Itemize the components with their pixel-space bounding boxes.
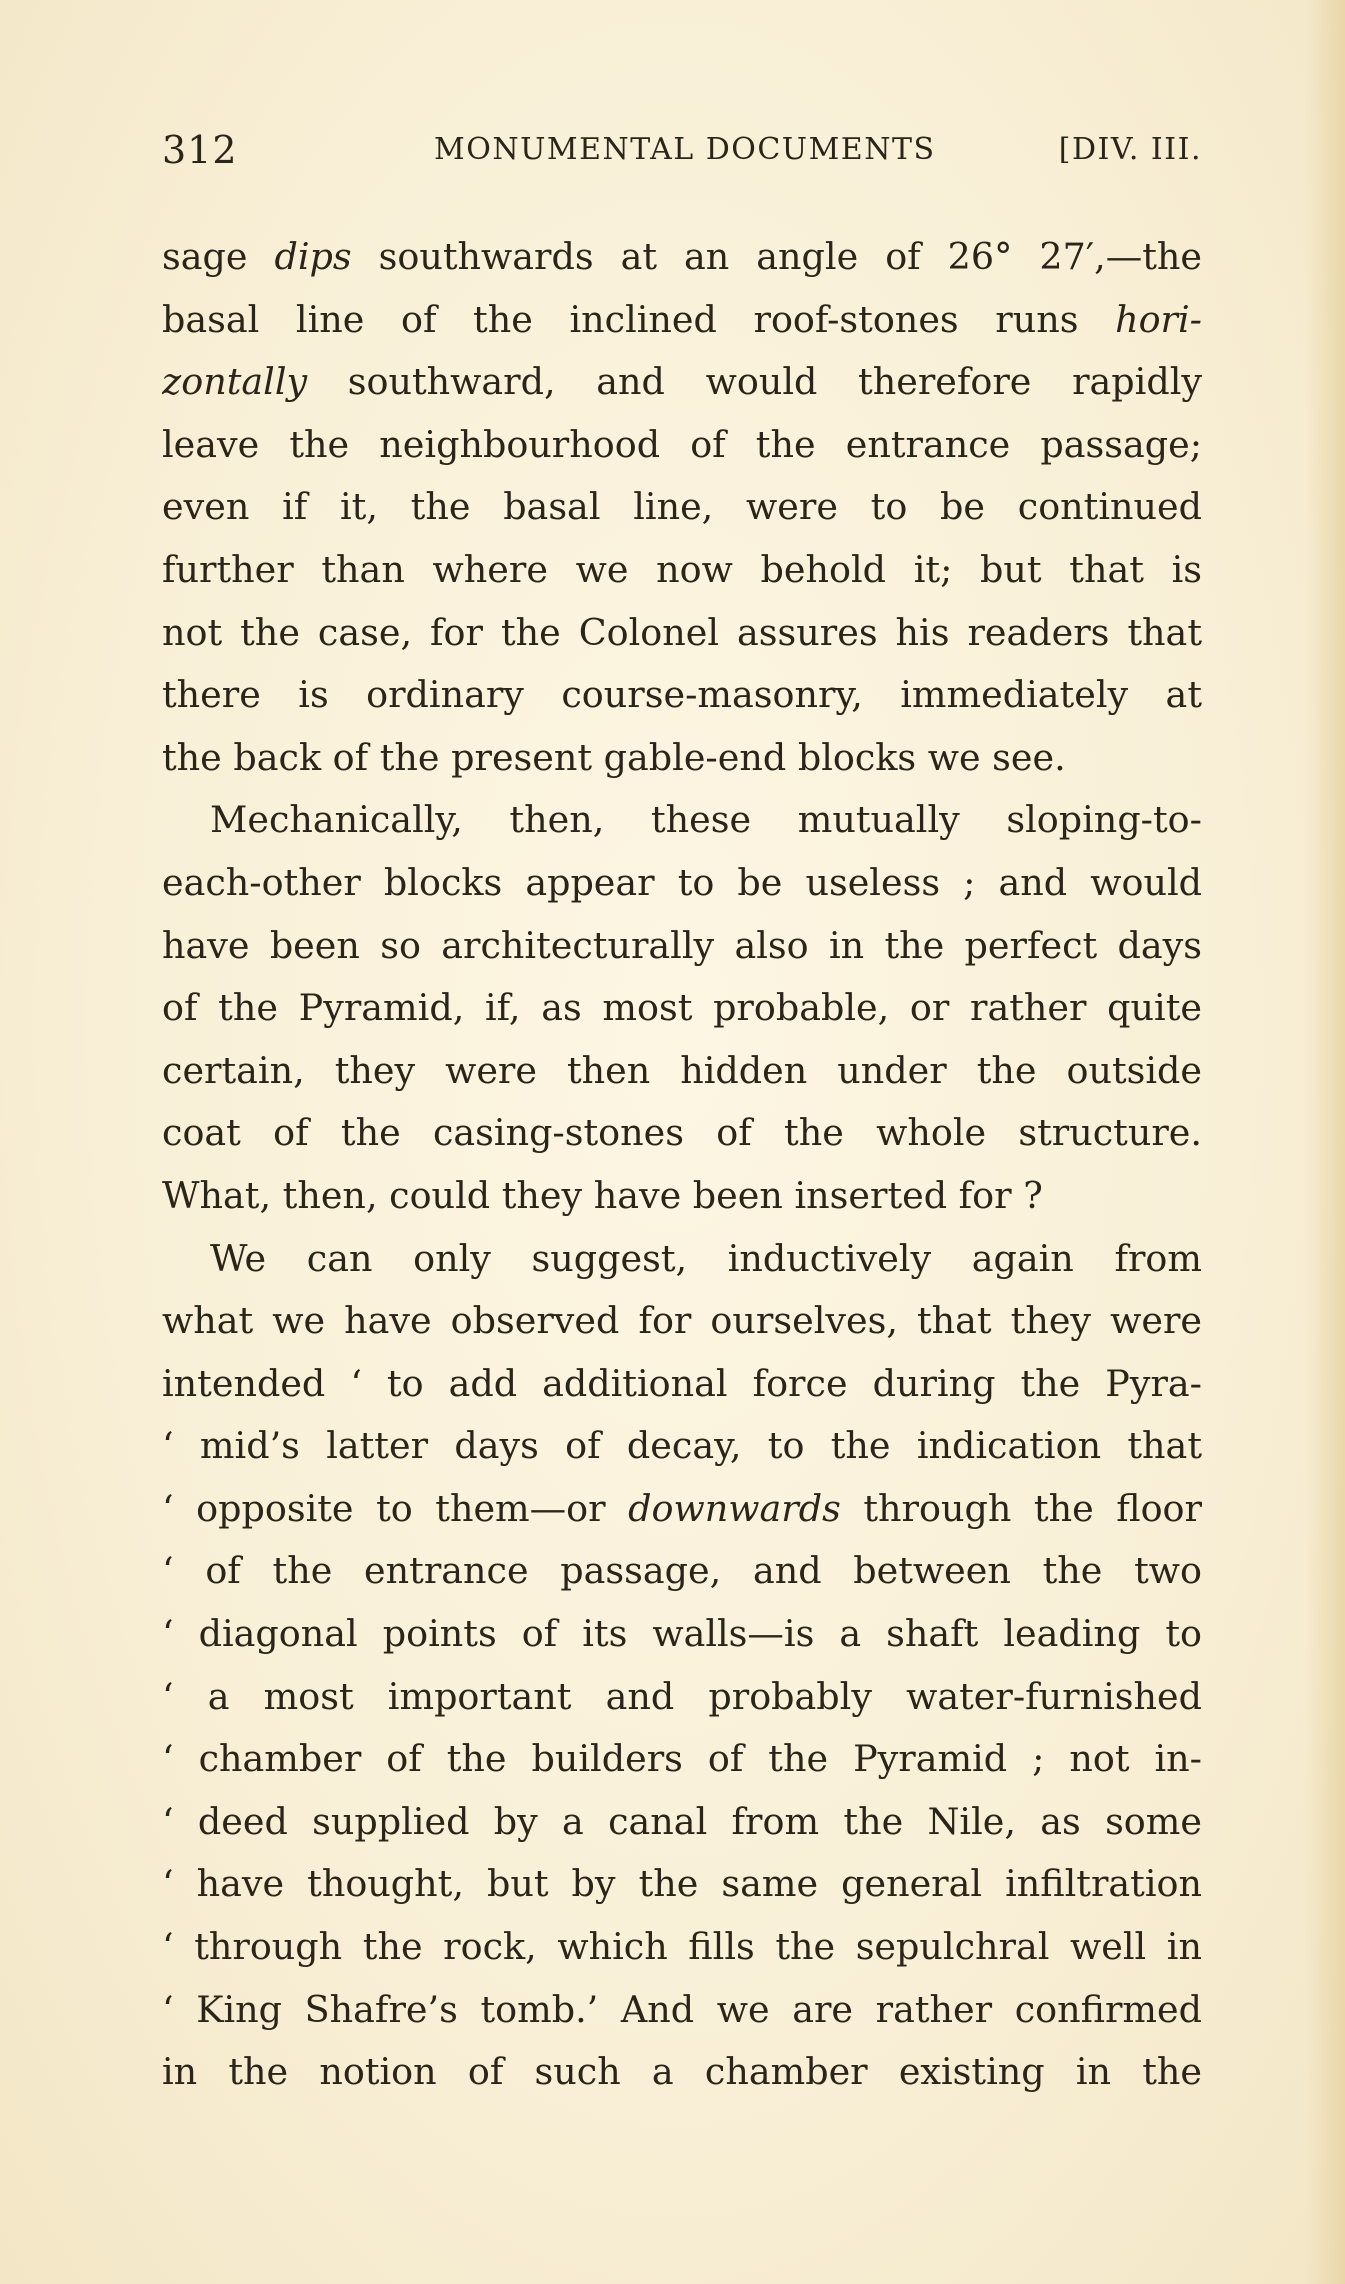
text-segment: We can only suggest, inductively again from: [210, 1236, 1202, 1280]
text-segment: ‘ opposite to them—or: [162, 1486, 629, 1530]
text-line: [162, 1853, 1202, 1916]
text-segment: basal line of the inclined roof-stones runs: [162, 297, 1116, 341]
text-line: [162, 1540, 1202, 1603]
text-line: [162, 1040, 1202, 1103]
text-line: [162, 414, 1202, 477]
text-segment: not the case, for the Colonel assures his readers that: [162, 610, 1202, 654]
text-line: [162, 1603, 1202, 1666]
text-line: [162, 1165, 1202, 1228]
text-segment: have been so architecturally also in the perfect days: [162, 923, 1202, 967]
text-line: [162, 1979, 1202, 2042]
text-segment: ‘ a most important and probably water-furnished: [162, 1674, 1202, 1718]
text-line: [162, 602, 1202, 665]
text-segment: the back of the present gable-end blocks we see.: [162, 735, 1066, 779]
text-line: [162, 1290, 1202, 1353]
text-segment: ‘ chamber of the builders of the Pyramid ; not in-: [162, 1737, 1202, 1781]
italic-segment: hori-: [1115, 297, 1202, 341]
text-segment: ‘ through the rock, which fills the sepulchral well in: [162, 1925, 1202, 1969]
text-segment: intended ‘ to add additional force during the Pyra-: [162, 1361, 1202, 1405]
italic-segment: dips: [274, 235, 352, 278]
text-line: [162, 351, 1202, 414]
text-segment: Mechanically, then, these mutually sloping-to-: [210, 798, 1202, 842]
text-line: [162, 852, 1202, 915]
running-header: [162, 128, 1202, 188]
text-line: [162, 1791, 1202, 1854]
division-label: [DIV. III.: [1058, 132, 1202, 167]
text-line: [162, 1728, 1202, 1791]
text-line: [162, 1666, 1202, 1729]
text-segment: even if it, the basal line, were to be continued: [162, 485, 1202, 529]
text-line: [162, 226, 1202, 289]
running-title: MONUMENTAL DOCUMENTS: [434, 132, 936, 167]
text-line: [162, 1478, 1202, 1541]
text-line: [162, 289, 1202, 352]
text-segment: southwards at an angle of 26° 27′,—the: [351, 235, 1202, 278]
text-segment: ‘ mid’s latter days of decay, to the indication that: [162, 1424, 1202, 1468]
text-segment: What, then, could they have been inserted for ?: [162, 1173, 1043, 1217]
text-line: [162, 1916, 1202, 1979]
text-line: [162, 1415, 1202, 1478]
text-segment: there is ordinary course-masonry, immediately at: [162, 673, 1202, 717]
text-segment: further than where we now behold it; but that is: [162, 547, 1202, 591]
text-segment: ‘ deed supplied by a canal from the Nile, as some: [162, 1799, 1202, 1843]
text-segment: ‘ diagonal points of its walls—is a shaft leading to: [162, 1612, 1202, 1656]
body-text: [162, 226, 1202, 2104]
text-line: [162, 539, 1202, 602]
text-segment: certain, they were then hidden under the outside: [162, 1048, 1202, 1092]
text-line: [162, 476, 1202, 539]
text-line: [162, 1353, 1202, 1416]
text-line: [162, 2041, 1202, 2104]
page-edge-shading: [1305, 0, 1345, 2284]
text-segment: through the floor: [840, 1486, 1202, 1530]
page-number: 312: [162, 128, 238, 172]
text-segment: sage: [162, 235, 275, 278]
text-segment: ‘ of the entrance passage, and between the two: [162, 1549, 1202, 1593]
text-segment: what we have observed for ourselves, that they were: [162, 1299, 1202, 1343]
text-segment: of the Pyramid, if, as most probable, or rather quite: [162, 986, 1202, 1030]
text-segment: ‘ have thought, but by the same general infiltration: [162, 1862, 1202, 1906]
text-line: [162, 727, 1202, 790]
text-line: [162, 664, 1202, 727]
italic-segment: zontally: [162, 360, 308, 404]
text-segment: southward, and would therefore rapidly: [307, 360, 1202, 404]
text-segment: coat of the casing-stones of the whole structure.: [162, 1111, 1202, 1155]
text-line: [162, 1102, 1202, 1165]
text-segment: leave the neighbourhood of the entrance passage;: [162, 422, 1202, 466]
text-line: [162, 977, 1202, 1040]
text-line: [162, 915, 1202, 978]
text-segment: ‘ King Shafre’s tomb.’ And we are rather confirmed: [162, 1987, 1202, 2031]
text-line: [162, 789, 1202, 852]
text-line: [162, 1228, 1202, 1291]
text-segment: in the notion of such a chamber existing in the: [162, 2050, 1202, 2094]
italic-segment: downwards: [628, 1486, 841, 1530]
text-segment: each-other blocks appear to be useless ; and would: [162, 860, 1202, 904]
